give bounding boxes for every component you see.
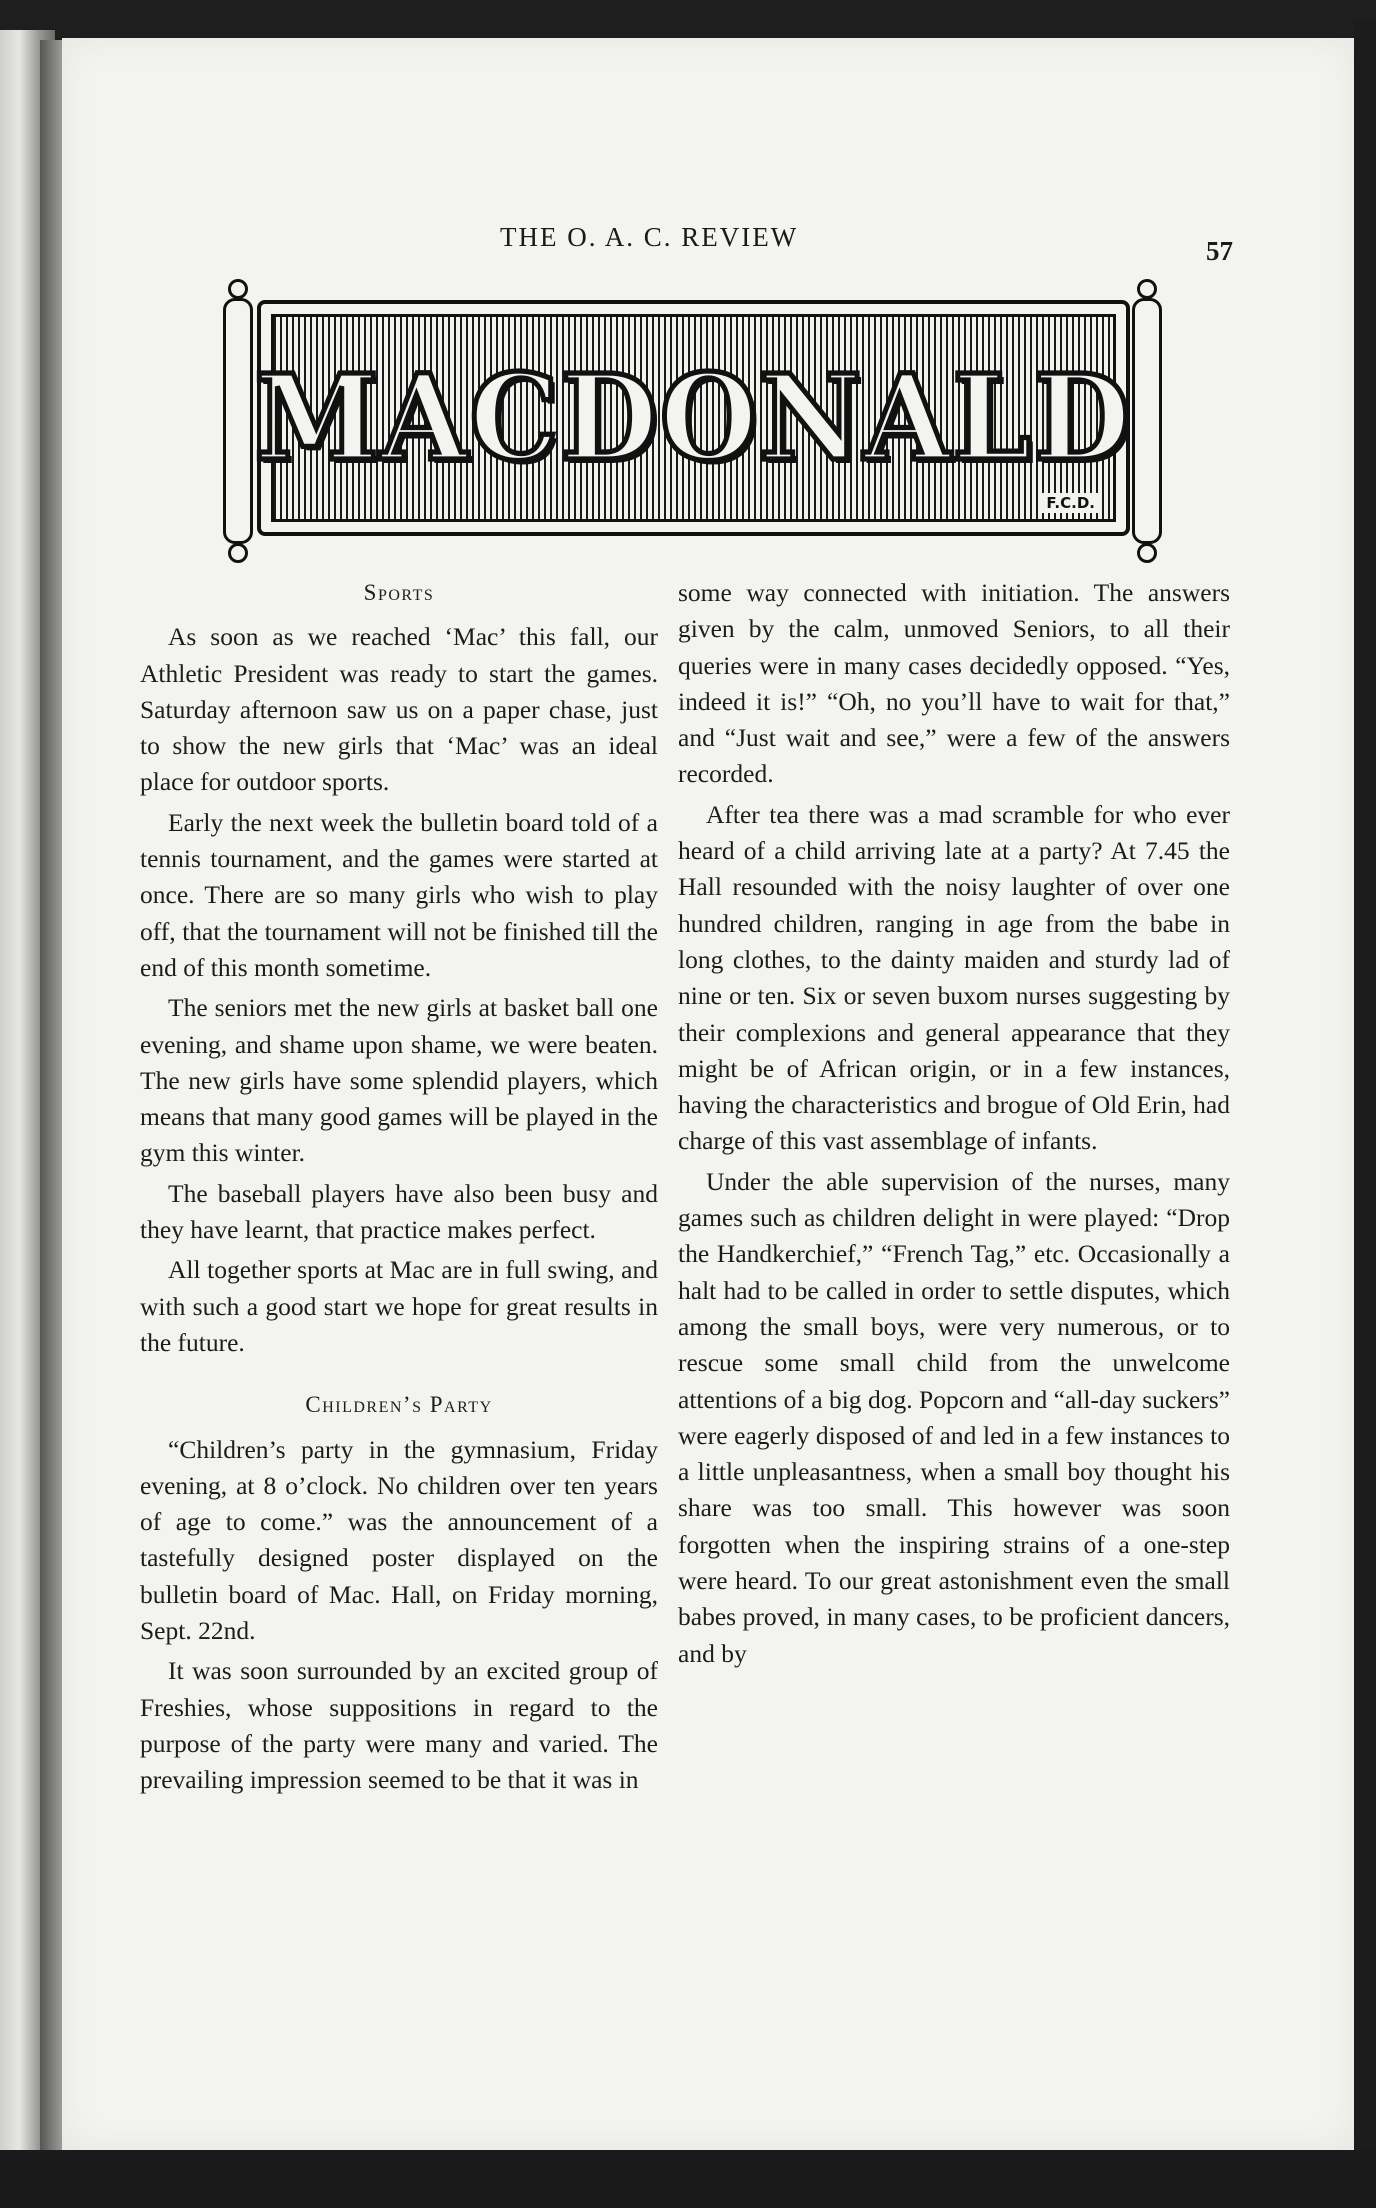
page-shadow-edge <box>40 40 62 2150</box>
left-column <box>140 575 658 1803</box>
running-title: THE O. A. C. REVIEW <box>500 222 799 252</box>
right-pillar-ornament <box>1132 298 1162 544</box>
paragraph: As soon as we reached ‘Mac’ this fall, our Athletic President was ready to start the games. Saturday afternoon saw us on a paper chase, just to show the new girls that ‘Mac’ was an ideal place for outdoor sports. <box>140 622 658 797</box>
page-number: 57 <box>1206 236 1233 266</box>
paragraph: It was soon surrounded by an excited group of Freshies, whose suppositions in regard to the purpose of the party were many and varied. The prevailing impression seemed to be that it was in <box>140 1656 658 1795</box>
masthead-mark: F.C.D. <box>1042 493 1099 513</box>
paragraph: After tea there was a mad scramble for who ever heard of a child arriving late at a party? At 7.45 the Hall resounded with the noisy laughter of over one hundred children, ranging in age from the babe in long clothes, to the dainty maiden and sturdy lad of nine or ten. Six or seven buxom nurses suggesting by their complexions and general appearance that they might be of African origin, or in a few instances, having the characteristics and brogue of Old Erin, had charge of this vast assemblage of infants. <box>678 799 1230 1156</box>
banner-hatched-panel <box>254 314 1133 522</box>
paragraph: All together sports at Mac are in full swing, and with such a good start we hope for great results in the future. <box>140 1255 658 1357</box>
paragraph: “Children’s party in the gymnasium, Friday evening, at 8 o’clock. No children over ten years of age to come.” was the announcement of a tastefully designed poster displayed on the bulletin board of Mac. Hall, on Friday morning, Sept. 22nd. <box>140 1434 658 1646</box>
right-column <box>678 575 1230 1676</box>
paragraph: The baseball players have also been busy and they have learnt, that practice makes perfect. <box>140 1178 658 1245</box>
left-pillar-ornament <box>223 298 253 544</box>
masthead-banner <box>215 290 1170 550</box>
section-heading-childrens-party: Children’s Party <box>305 1392 493 1418</box>
banner-frame <box>254 300 1133 536</box>
scan-bottom-border <box>0 2150 1376 2208</box>
scan-right-border <box>1354 20 1376 2170</box>
paragraph: some way connected with initiation. The answers given by the calm, unmoved Seniors, to all their queries were in many cases decidedly opposed. “Yes, indeed it is!” “Oh, no you’ll have to wait for that,” and “Just wait and see,” were a few of the answers recorded. <box>678 578 1230 789</box>
masthead-word: MACDONALD <box>254 349 1133 487</box>
paragraph: The seniors met the new girls at basket ball one evening, and shame upon shame, we were beaten. The new girls have some splendid players, which means that many good games will be played in the gym this winter. <box>140 993 658 1168</box>
paragraph: Under the able supervision of the nurses, many games such as children delight in were played: “Drop the Handkerchief,” “French Tag,” etc. Occasionally a halt had to be called in order to settle disputes, which among the small boys, were very numerous, or to rescue some small child from the unwelcome attentions of a big dog. Popcorn and “all-day suckers” were eagerly disposed of and led in a few instances to a little unpleasantness, when a small boy thought his share was too small. This however was soon forgotten when the inspiring strains of a one-step were heard. To our great astonishment even the small babes proved, in many cases, to be proficient dancers, and by <box>678 1166 1230 1668</box>
paragraph: Early the next week the bulletin board told of a tennis tournament, and the games were started at once. There are so many girls who wish to play off, that the tournament will not be finished till the end of this month sometime. <box>140 807 658 982</box>
section-heading-sports: Sports <box>363 580 435 605</box>
scan-top-border <box>0 0 1376 42</box>
